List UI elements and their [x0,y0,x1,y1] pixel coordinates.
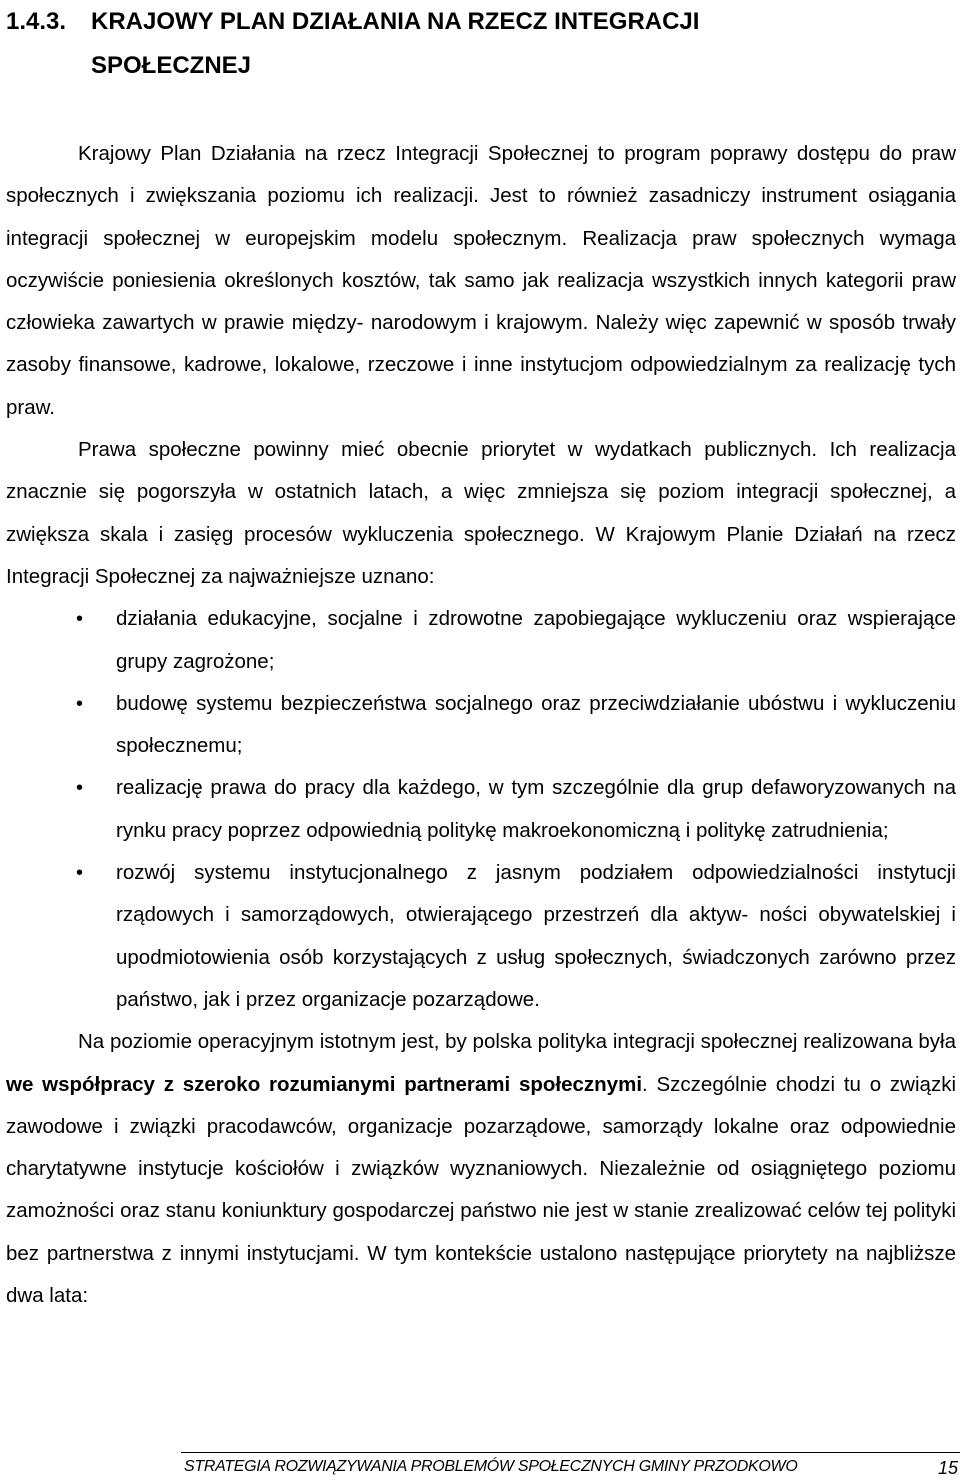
priorities-list [6,598,956,1021]
footer-rule [181,1452,960,1453]
list-item-text: realizację prawa do pracy dla każdego, w tym szczególnie dla grup defaworyzowanych na rynku pracy poprzez odpowiednią politykę makroekonomiczną i politykę zatrudnienia; [116,776,956,842]
list-item [6,767,956,852]
page-footer [0,1444,960,1483]
bullet-icon: • [76,692,84,715]
section-heading [6,0,699,88]
paragraph-intro: Krajowy Plan Działania na rzecz Integracji Społecznej to program poprawy dostępu do praw społecznych i zwiększania poziomu ich realizacji. Jest to również zasadniczy instrument osiągania integracji społecznej w europejskim modelu społecznym. Realizacja praw społecznych wymaga oczywiście poniesienia określonych kosztów, tak samo jak realizacja wszystkich innych kategorii praw człowieka zawartych w prawie między- narodowym i krajowym. Należy więc zapewnić w sposób trwały zasoby finansowe, kadrowe, lokalowe, rzeczowe i inne instytucjom odpowiedzialnym za realizację tych praw. [6,142,956,419]
body-text [6,133,956,1317]
list-item-text: rozwój systemu instytucjonalnego z jasnym podziałem odpowiedzialności instytucji rządowych i samorządowych, otwierającego przestrzeń dla aktyw- ności obywatelskiej i upodmiotowienia osób korzystających z usług społecznych, świadczonych zarówno przez państwo, jak i przez organizacje pozarządowe. [116,861,956,1011]
list-item-text: budowę systemu bezpieczeństwa socjalnego oraz przeciwdziałanie ubóstwu i wykluczeniu społecznemu; [116,691,956,758]
paragraph-partners-emphasis: we współpracy z szeroko rozumianymi partnerami społecznymi [6,1072,643,1096]
paragraph-priorities: Prawa społeczne powinny mieć obecnie priorytet w wydatkach publicznych. Ich realizacja znacznie się pogorszyła w ostatnich latach, a więc zmniejsza się poziom integracji społecznej, a zwiększa skala i zasięg procesów wykluczenia społecznego. W Krajowym Planie Działań na rzecz Integracji Społecznej za najważniejsze uznano: [6,438,956,588]
footer-title: STRATEGIA ROZWIĄZYWANIA PROBLEMÓW SPOŁECZNYCH GMINY PRZODKOWO [184,1458,798,1475]
paragraph-partners [6,1021,956,1317]
paragraph-partners-start: Na poziomie operacyjnym istotnym jest, by polska polityka integracji społecznej realizowana była [78,1030,956,1054]
bullet-icon: • [76,777,84,800]
page-number: 15 [937,1458,958,1478]
section-number: 1.4.3. [6,8,67,35]
bullet-icon: • [76,862,84,885]
list-item [6,683,956,768]
list-item [6,598,956,683]
paragraph-partners-end: . Szczególnie chodzi tu o związki zawodowe i związki pracodawców, organizacje pozarządowe, samorządy lokalne oraz odpowiednie charytatywne instytucje kościołów i związków wyznaniowych. Niezależnie od osiągniętego poziomu zamożności oraz stanu koniunktury gospodarczej państwo nie jest w stanie zrealizować celów tej polityki bez partnerstwa z innymi instytucjami. W tym kontekście ustalono następujące priorytety na najbliższe dwa lata: [6,1072,956,1308]
section-title-line1: KRAJOWY PLAN DZIAŁANIA NA RZECZ INTEGRACJI [91,8,700,35]
list-item-text: działania edukacyjne, socjalne i zdrowotne zapobiegające wykluczeniu oraz wspierające grupy zagrożone; [116,607,956,673]
bullet-icon: • [76,608,84,631]
section-title-line2: SPOŁECZNEJ [91,52,252,79]
list-item [6,852,956,1021]
